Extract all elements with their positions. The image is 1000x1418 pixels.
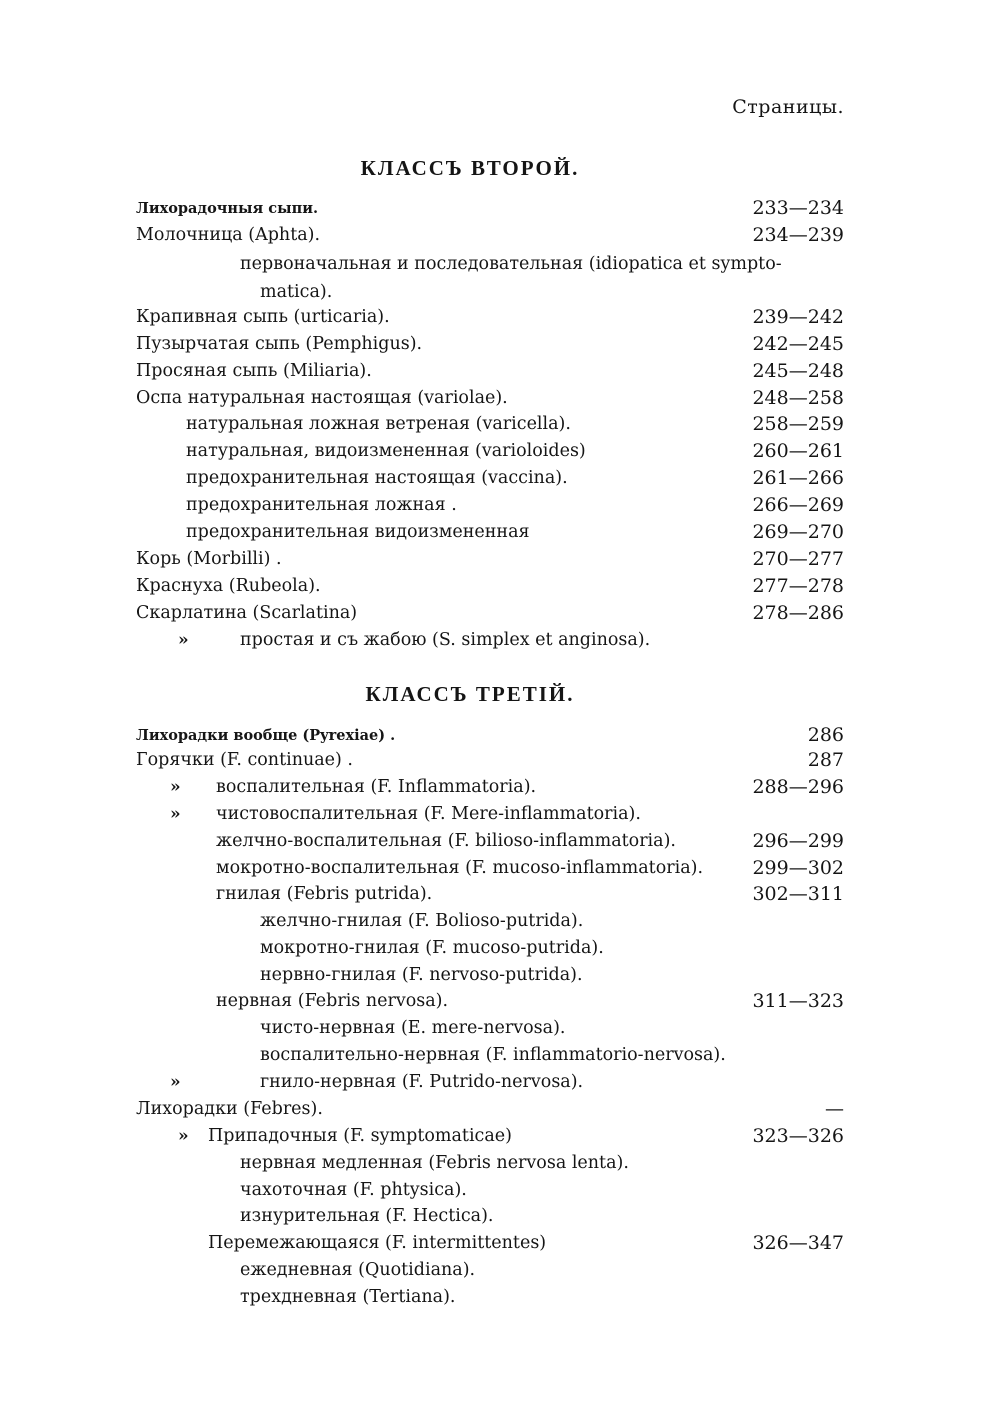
toc-row: [0, 1257, 1000, 1284]
toc-row: [0, 855, 1000, 882]
toc-row: [0, 1042, 1000, 1069]
class-three-title: КЛАССЪ ТРЕТІЙ.: [365, 682, 575, 706]
toc-row: [0, 774, 1000, 801]
toc-row: [0, 600, 1000, 627]
entry-pages: 286: [807, 724, 844, 746]
entry-title: гнило-нервная (F. Putrido-nervosa).: [260, 1072, 584, 1092]
entry-title: изнурительная (F. Hectica).: [240, 1206, 494, 1226]
entry-title: чисто-нервная (E. mere-nervosa).: [260, 1018, 566, 1038]
entry-title: нервная (Febris nervosa).: [216, 991, 449, 1011]
ditto-marker: »: [178, 630, 189, 650]
toc-row: [0, 195, 1000, 222]
entry-title: Пузырчатая сыпь (Pemphigus).: [136, 334, 423, 354]
toc-row: [0, 881, 1000, 908]
entry-pages: 269—270: [752, 521, 844, 543]
entry-title: трехдневная (Tertiana).: [240, 1287, 456, 1307]
entry-pages: 277—278: [752, 575, 844, 597]
entry-pages: 261—266: [752, 467, 844, 489]
entry-pages: 266—269: [752, 494, 844, 516]
toc-row: [0, 519, 1000, 546]
entry-pages: 242—245: [752, 333, 844, 355]
toc-row: [0, 358, 1000, 385]
toc-row: [0, 908, 1000, 935]
toc-row: [0, 801, 1000, 828]
entry-title: предохранительная ложная .: [186, 495, 457, 515]
entry-title: Скарлатина (Scarlatina): [136, 603, 358, 623]
entry-title: первоначальная и последовательная (idiopatica et sympto-: [240, 254, 782, 274]
entry-pages: 248—258: [752, 387, 844, 409]
toc-row: [0, 1069, 1000, 1096]
entry-title: мокротно-гнилая (F. mucoso-putrida).: [260, 938, 604, 958]
toc-row: [0, 747, 1000, 774]
entry-title: чистовоспалительная (F. Mere-inflammatoria).: [216, 804, 641, 824]
entry-pages: 239—242: [752, 306, 844, 328]
entry-title: Лихорадки (Febres).: [136, 1099, 323, 1119]
entry-title: Краснуха (Rubeola).: [136, 576, 321, 596]
entry-title: нервно-гнилая (F. nervoso-putrida).: [260, 965, 583, 985]
toc-row: [0, 1284, 1000, 1311]
entry-title: Перемежающаяся (F. intermittentes): [208, 1233, 547, 1253]
ditto-marker: »: [178, 1126, 189, 1146]
entry-pages: 302—311: [752, 883, 844, 905]
toc-row: [0, 722, 1000, 749]
entry-title: Просяная сыпь (Miliaria).: [136, 361, 372, 381]
toc-row: [0, 573, 1000, 600]
entry-title: предохранительная видоизмененная: [186, 522, 530, 542]
toc-row: [0, 1096, 1000, 1123]
entry-title: matica).: [260, 282, 333, 302]
entry-pages: 258—259: [752, 413, 844, 435]
entry-title: Оспа натуральная настоящая (variolae).: [136, 388, 508, 408]
toc-row: [0, 411, 1000, 438]
entry-pages: 311—323: [752, 990, 844, 1012]
toc-row: [0, 331, 1000, 358]
entry-title: Крапивная сыпь (urticaria).: [136, 307, 390, 327]
entry-title: Лихорадки вообще (Pyrexiae) .: [136, 727, 396, 744]
entry-title: желчно-гнилая (F. Bolioso-putrida).: [260, 911, 584, 931]
toc-row: [0, 385, 1000, 412]
entry-pages: 296—299: [752, 830, 844, 852]
entry-title: ежедневная (Quotidiana).: [240, 1260, 476, 1280]
entry-pages: 260—261: [752, 440, 844, 462]
toc-row: [0, 465, 1000, 492]
toc-row: [0, 304, 1000, 331]
entry-pages: 245—248: [752, 360, 844, 382]
entry-pages: 233—234: [752, 197, 844, 219]
toc-row: [0, 962, 1000, 989]
entry-title: мокротно-воспалительная (F. mucoso-inflammatoria).: [216, 858, 704, 878]
entry-title: Молочница (Aphta).: [136, 225, 321, 245]
toc-row: [0, 935, 1000, 962]
toc-row: [0, 828, 1000, 855]
toc-row: [0, 279, 1000, 306]
toc-row: [0, 1203, 1000, 1230]
entry-title: нервная медленная (Febris nervosa lenta).: [240, 1153, 629, 1173]
toc-row: [0, 1177, 1000, 1204]
entry-pages: 278—286: [752, 602, 844, 624]
entry-pages: 326—347: [752, 1232, 844, 1254]
toc-row: [0, 1015, 1000, 1042]
entry-title: простая и съ жабою (S. simplex et anginosa).: [240, 630, 651, 650]
entry-title: предохранительная настоящая (vaccina).: [186, 468, 568, 488]
entry-pages: 270—277: [752, 548, 844, 570]
entry-title: воспалительная (F. Inflammatoria).: [216, 777, 537, 797]
entry-pages: 288—296: [752, 776, 844, 798]
entry-title: желчно-воспалительная (F. bilioso-inflammatoria).: [216, 831, 676, 851]
entry-title: чахоточная (F. phtysica).: [240, 1180, 467, 1200]
entry-title: натуральная ложная ветреная (varicella).: [186, 414, 571, 434]
toc-row: [0, 1123, 1000, 1150]
entry-pages: 323—326: [752, 1125, 844, 1147]
ditto-marker: »: [170, 777, 181, 797]
toc-row: [0, 492, 1000, 519]
entry-pages: 287: [807, 749, 844, 771]
toc-row: [0, 1230, 1000, 1257]
entry-pages: 299—302: [752, 857, 844, 879]
entry-title: воспалительно-нервная (F. inflammatorio-nervosa).: [260, 1045, 726, 1065]
entry-title: Лихорадочныя сыпи.: [136, 200, 319, 217]
entry-title: Припадочныя (F. symptomaticae): [208, 1126, 512, 1146]
toc-row: [0, 1150, 1000, 1177]
toc-row: [0, 627, 1000, 654]
toc-row: [0, 222, 1000, 249]
entry-pages: —: [825, 1098, 844, 1120]
entry-title: натуральная, видоизмененная (varioloides): [186, 441, 586, 461]
entry-title: Корь (Morbilli) .: [136, 549, 282, 569]
toc-row: [0, 251, 1000, 278]
pages-column-header: Страницы.: [732, 96, 844, 118]
toc-row: [0, 546, 1000, 573]
entry-title: гнилая (Febris putrida).: [216, 884, 433, 904]
entry-pages: 234—239: [752, 224, 844, 246]
toc-row: [0, 438, 1000, 465]
class-two-title: КЛАССЪ ВТОРОЙ.: [360, 156, 580, 180]
entry-title: Горячки (F. continuae) .: [136, 750, 353, 770]
ditto-marker: »: [170, 1072, 181, 1092]
toc-row: [0, 988, 1000, 1015]
ditto-marker: »: [170, 804, 181, 824]
